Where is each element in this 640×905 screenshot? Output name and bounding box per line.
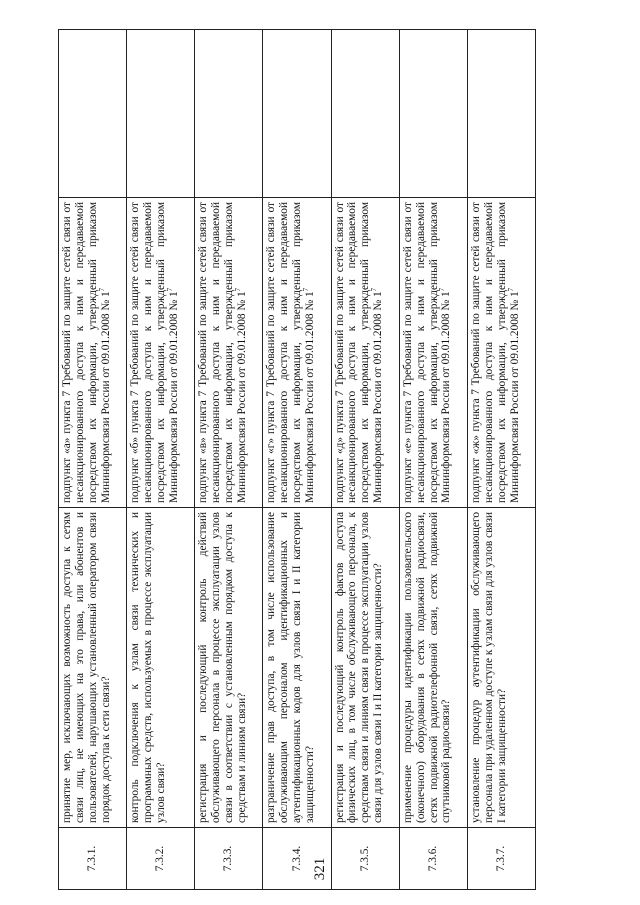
legal-reference xyxy=(59,198,127,508)
footnote-mark: 7 xyxy=(506,287,515,292)
table-row xyxy=(263,30,331,890)
row-number: 7.3.5. xyxy=(331,828,399,890)
requirement-text: контроль подключения к узлам связи технических и программных средств, используемых в процессе эксплуатации узлов связи? xyxy=(127,508,195,828)
legal-reference xyxy=(399,198,467,508)
footnote-mark: 7 xyxy=(370,287,379,292)
row-number: 7.3.1. xyxy=(59,828,127,890)
footnote-mark: 7 xyxy=(234,287,243,292)
requirement-text: установление процедур аутентификации обслуживающего персонала при удаленном доступе к узлам связи для узлов связи I категории защищенности? xyxy=(467,508,535,828)
empty-cell xyxy=(59,30,127,198)
footnote-mark: 7 xyxy=(438,287,447,292)
empty-cell xyxy=(467,30,535,198)
legal-reference xyxy=(195,198,263,508)
requirements-table xyxy=(58,29,536,890)
row-number: 7.3.7. xyxy=(467,828,535,890)
table-row xyxy=(399,30,467,890)
row-number: 7.3.6. xyxy=(399,828,467,890)
reference-text: подпункт «а» пункта 7 Требований по защите сетей связи от несанкционированного доступа к ним и передаваемой посредством их информации, утвержденный приказом Мининформсвязи России от 09.01.2008 № 1 xyxy=(61,202,112,503)
empty-cell xyxy=(399,30,467,198)
reference-text: подпункт «б» пункта 7 Требований по защите сетей связи от несанкционированного доступа к ним и передаваемой посредством их информации, утвержденный приказом Мининформсвязи России от 09.01.2008 № 1 xyxy=(129,202,180,503)
row-number: 7.3.4. xyxy=(263,828,331,890)
empty-cell xyxy=(127,30,195,198)
reference-text: подпункт «г» пункта 7 Требований по защите сетей связи от несанкционированного доступа к ним и передаваемой посредством их информации, утвержденный приказом Мининформсвязи России от 09.01.2008 № 1 xyxy=(265,202,317,503)
page-number: 321 xyxy=(311,857,328,881)
requirement-text: применение процедуры идентификации пользовательского (оконечного) оборудования в сетях подвижной радиосвязи, сетях подвижной радиотелефонной связи, сетях подвижной спутниковой радиосвязи? xyxy=(399,508,467,828)
footnote-mark: 7 xyxy=(166,287,175,292)
table-row xyxy=(59,30,127,890)
table-row xyxy=(195,30,263,890)
reference-text: подпункт «в» пункта 7 Требований по защите сетей связи от несанкционированного доступа к ним и передаваемой посредством их информации, утвержденный приказом Мининформсвязи России от 09.01.2008 № 1 xyxy=(197,202,248,503)
empty-cell xyxy=(331,30,399,198)
reference-text: подпункт «ж» пункта 7 Требований по защите сетей связи от несанкционированного доступа к ним и передаваемой посредством их информации, утвержденный приказом Мининформсвязи России от 09.01.2008 № 1 xyxy=(469,202,521,503)
table-row xyxy=(467,30,535,890)
row-number: 7.3.3. xyxy=(195,828,263,890)
requirement-text: регистрация и последующий контроль фактов доступа физических лиц, в том числе обслуживающего персонала, к средствам связи и линиям связи в процессе эксплуатации узлов связи для узлов связи I и II категории защищенности? xyxy=(331,508,399,828)
table-row xyxy=(331,30,399,890)
legal-reference xyxy=(331,198,399,508)
requirement-text: принятие мер, исключающих возможность доступа к сетям связи лиц, не имеющих на это права, или абонентов и пользователей, нарушающих установленный оператором связи порядок доступа к сети связи? xyxy=(59,508,127,828)
table-row xyxy=(127,30,195,890)
table-body xyxy=(59,30,536,890)
empty-cell xyxy=(195,30,263,198)
empty-cell xyxy=(263,30,331,198)
reference-text: подпункт «д» пункта 7 Требований по защите сетей связи от несанкционированного доступа к ним и передаваемой посредством их информации, утвержденный приказом Мининформсвязи России от 09.01.2008 № 1 xyxy=(333,202,385,503)
reference-text: подпункт «е» пункта 7 Требований по защите сетей связи от несанкционированного доступа к ним и передаваемой посредством их информации, утвержденный приказом Мининформсвязи России от 09.01.2008 № 1 xyxy=(401,202,453,503)
requirements-table-wrapper xyxy=(58,30,536,890)
requirement-text: разграничение прав доступа, в том числе использование обслуживающим персоналом идентификационных и аутентификационных кодов для узлов связи I и II категории защищенности? xyxy=(263,508,331,828)
footnote-mark: 7 xyxy=(97,287,106,292)
legal-reference xyxy=(467,198,535,508)
requirement-text: регистрация и последующий контроль действий обслуживающего персонала в процессе эксплуатации узлов связи в соответствии с установленным порядком доступа к средствам и линиям связи? xyxy=(195,508,263,828)
row-number: 7.3.2. xyxy=(127,828,195,890)
footnote-mark: 7 xyxy=(302,287,311,292)
legal-reference xyxy=(263,198,331,508)
legal-reference xyxy=(127,198,195,508)
